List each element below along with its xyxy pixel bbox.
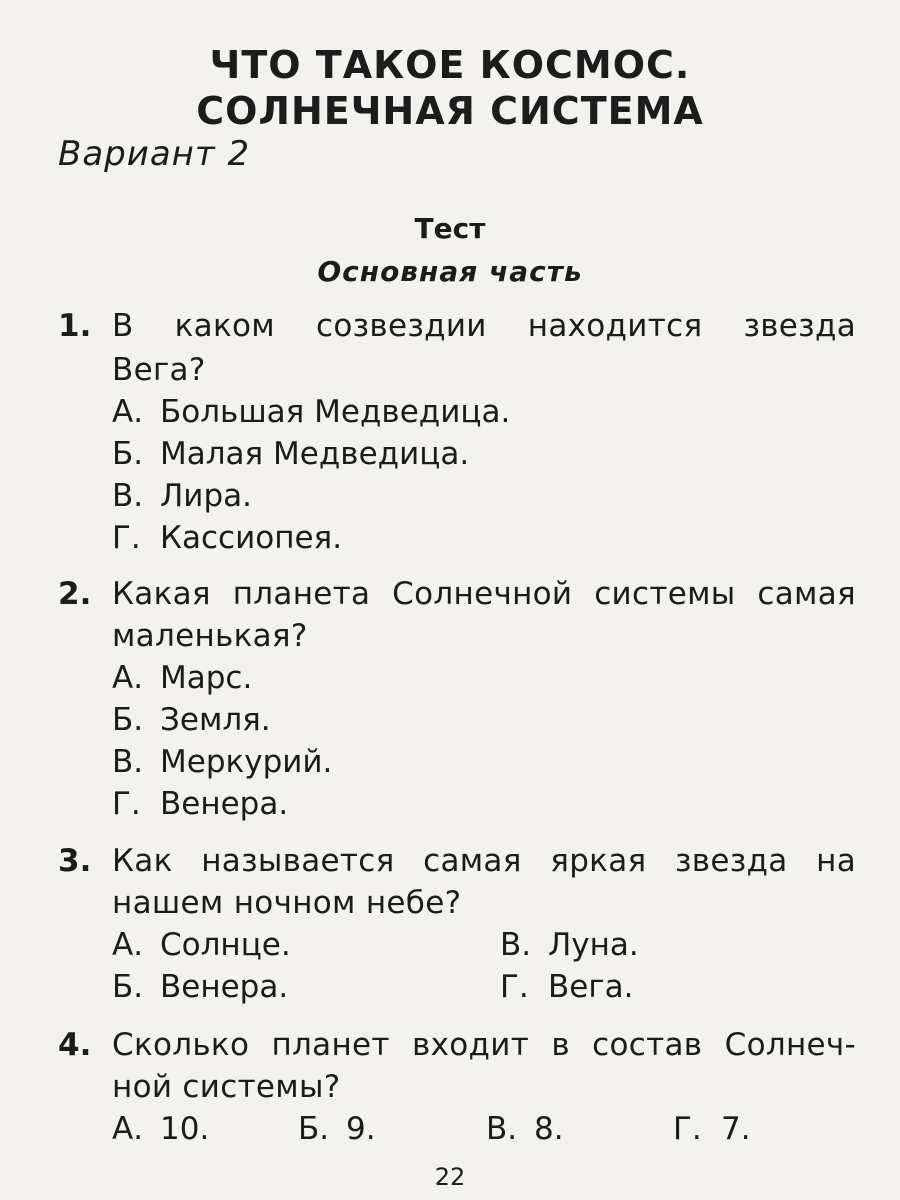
answer-option: А. 10. <box>112 1111 210 1147</box>
answer-option: А. Солнце. <box>112 927 291 963</box>
answer-option: Б. Малая Медведица. <box>112 436 470 472</box>
question-text-line2: маленькая? <box>112 618 308 654</box>
answer-option: Б. Венера. <box>112 969 289 1005</box>
page-title-line1: ЧТО ТАКОЕ КОСМОС. <box>209 43 691 87</box>
question-text-line2: нашем ночном небе? <box>112 885 462 921</box>
section-label: Тест <box>414 212 486 245</box>
page-title-line2: СОЛНЕЧНАЯ СИСТЕМА <box>196 89 704 133</box>
question-text-line1: Сколько планет входит в состав Солнеч- <box>112 1027 856 1063</box>
question-number: 1. <box>58 308 92 344</box>
question-number: 3. <box>58 843 92 879</box>
question-text-line1: Как называется самая яркая звезда на <box>112 843 856 879</box>
question-number: 2. <box>58 576 92 612</box>
question-text-line1: В каком созвездии находится звезда <box>112 308 856 344</box>
answer-option: В. 8. <box>486 1111 564 1147</box>
question-number: 4. <box>58 1027 92 1063</box>
question-text-line2: Вега? <box>112 352 206 388</box>
variant-label: Вариант 2 <box>58 134 251 174</box>
section-subtitle: Основная часть <box>317 255 583 288</box>
answer-option: А. Большая Медведица. <box>112 394 511 430</box>
answer-option: Г. Венера. <box>112 786 289 822</box>
answer-option: В. Меркурий. <box>112 744 333 780</box>
answer-option: Г. Кассиопея. <box>112 520 343 556</box>
page-number: 22 <box>434 1163 466 1191</box>
question-text-line1: Какая планета Солнечной системы самая <box>112 576 856 612</box>
answer-option: В. Лира. <box>112 478 252 514</box>
answer-option: А. Марс. <box>112 660 253 696</box>
answer-option: В. Луна. <box>500 927 639 963</box>
answer-option: Г. Вега. <box>500 969 634 1005</box>
answer-option: Г. 7. <box>673 1111 751 1147</box>
answer-option: Б. 9. <box>298 1111 376 1147</box>
question-text-line2: ной системы? <box>112 1069 341 1105</box>
answer-option: Б. Земля. <box>112 702 271 738</box>
